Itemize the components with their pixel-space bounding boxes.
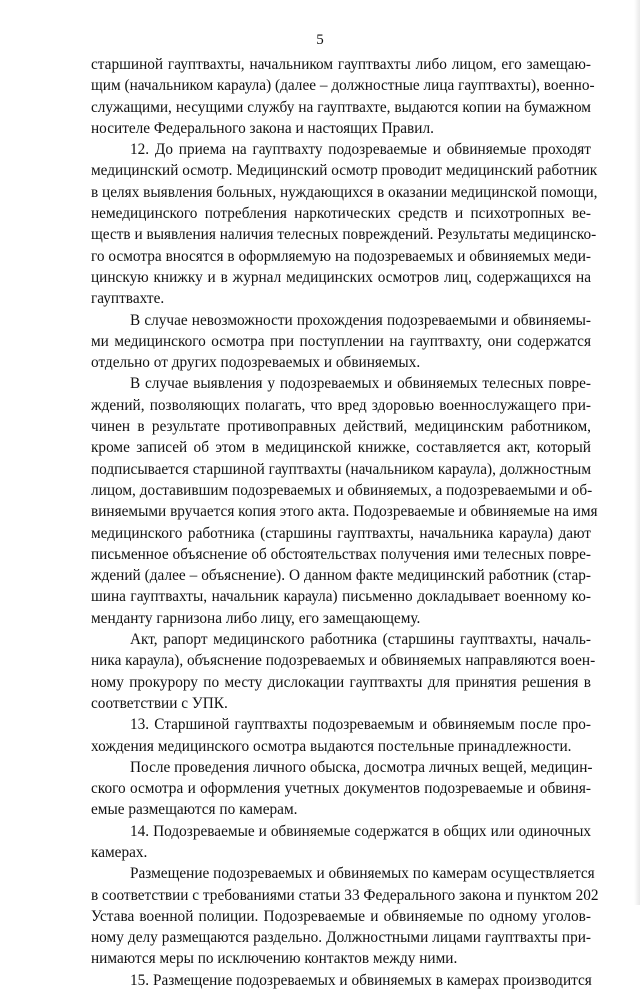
page-number: 5 [316,32,324,48]
text-line: ществ и выявления наличия телесных повреждений. Результаты медицинско- [91,226,597,244]
text-line: В случае невозможности прохождения подозреваемыми и обвиняемы- [130,311,591,329]
text-line: Акт, рапорт медицинского работника (старшины гауптвахты, началь- [130,631,591,649]
text-line: письменное объяснение об обстоятельствах получения ими телесных повре- [91,545,591,563]
text-line: подписывается старшиной гауптвахты (начальником караула), должностным [91,460,591,478]
text-line: немедицинского потребления наркотических средств и психотропных ве- [91,205,591,223]
text-line: 13. Старшиной гауптвахты подозреваемым и обвиняемым после про- [130,716,591,734]
text-line: лицом, доставившим подозреваемых и обвиняемых, а подозреваемыми и об- [91,481,593,499]
text-line: медицинский осмотр. Медицинский осмотр проводит медицинский работник [91,162,598,180]
text-line: чинен в результате противоправных действий, медицинским работником, [91,418,591,436]
text-line: ми медицинского осмотра при поступлении на гауптвахту, они содержатся [91,332,591,350]
text-line: Размещение подозреваемых и обвиняемых по камерам осуществляется [130,865,595,883]
text-line: отдельно от других подозреваемых и обвиняемых. [91,354,421,372]
text-line: носителе Федерального закона и настоящих Правил. [91,119,434,137]
text-line: нимаются меры по исключению контактов между ними. [91,950,458,968]
text-line: ному прокурору по месту дислокации гауптвахты для принятия решения в [91,673,591,691]
text-line: соответствии с УПК. [91,694,228,712]
text-line: После проведения личного обыска, досмотра личных вещей, медицин- [130,758,593,776]
text-line: менданту гарнизона либо лицу, его замещающему. [91,609,421,627]
scan-edge-shadow [634,0,640,905]
text-line: щим (начальником караула) (далее – должностные лица гауптвахты), военно- [91,77,595,95]
text-line: го осмотра вносятся в оформляемую на подозреваемых и обвиняемых меди- [91,247,591,265]
text-line: медицинского работника (старшины гауптвахты, начальника караула) дают [91,524,591,542]
text-line: ждений, позволяющих полагать, что вред здоровью военнослужащего при- [91,396,591,414]
text-line: В случае выявления у подозреваемых и обвиняемых телесных повре- [130,375,591,393]
text-line: гауптвахте. [91,290,165,308]
text-line: 15. Размещение подозреваемых и обвиняемых в камерах производится [130,971,592,989]
text-line: 14. Подозреваемые и обвиняемые содержатся в общих или одиночных [130,822,591,840]
text-line: старшиной гауптвахты, начальником гауптвахты либо лицом, его замещаю- [91,56,591,73]
text-line: ского осмотра и оформления учетных документов подозреваемые и обвиня- [91,780,591,798]
document-body-text [91,54,599,991]
text-line: шина гауптвахты, начальник караула) письменно докладывает военному ко- [91,588,591,606]
text-line: кроме записей об этом в медицинской книжке, составляется акт, который [91,439,591,457]
text-line: ждений (далее – объяснение). О данном факте медицинский работник (стар- [91,567,591,585]
text-line: емые размещаются по камерам. [91,801,298,819]
text-line: хождения медицинского осмотра выдаются постельные принадлежности. [91,737,572,755]
text-line: в целях выявления больных, нуждающихся в оказании медицинской помощи, [91,183,598,201]
text-line: цинскую книжку и в журнал медицинских осмотров лиц, содержащихся на [91,268,591,286]
text-line: Устава военной полиции. Подозреваемые и обвиняемые по одному уголов- [91,907,591,925]
text-line: виняемыми вручается копия этого акта. Подозреваемые и обвиняемые на имя [91,503,598,521]
text-line: камерах. [91,843,148,861]
text-line: 12. До приема на гауптвахту подозреваемые и обвиняемые проходят [130,141,591,159]
text-line: ному делу размещаются раздельно. Должностными лицами гауптвахты при- [91,929,591,947]
text-line: в соответствии с требованиями статьи 33 Федерального закона и пунктом 202 [91,886,599,904]
text-line: ника караула), объяснение подозреваемых и обвиняемых направляются воен- [91,652,596,670]
text-line: служащими, несущими службу на гауптвахте, выдаются копии на бумажном [91,98,591,116]
